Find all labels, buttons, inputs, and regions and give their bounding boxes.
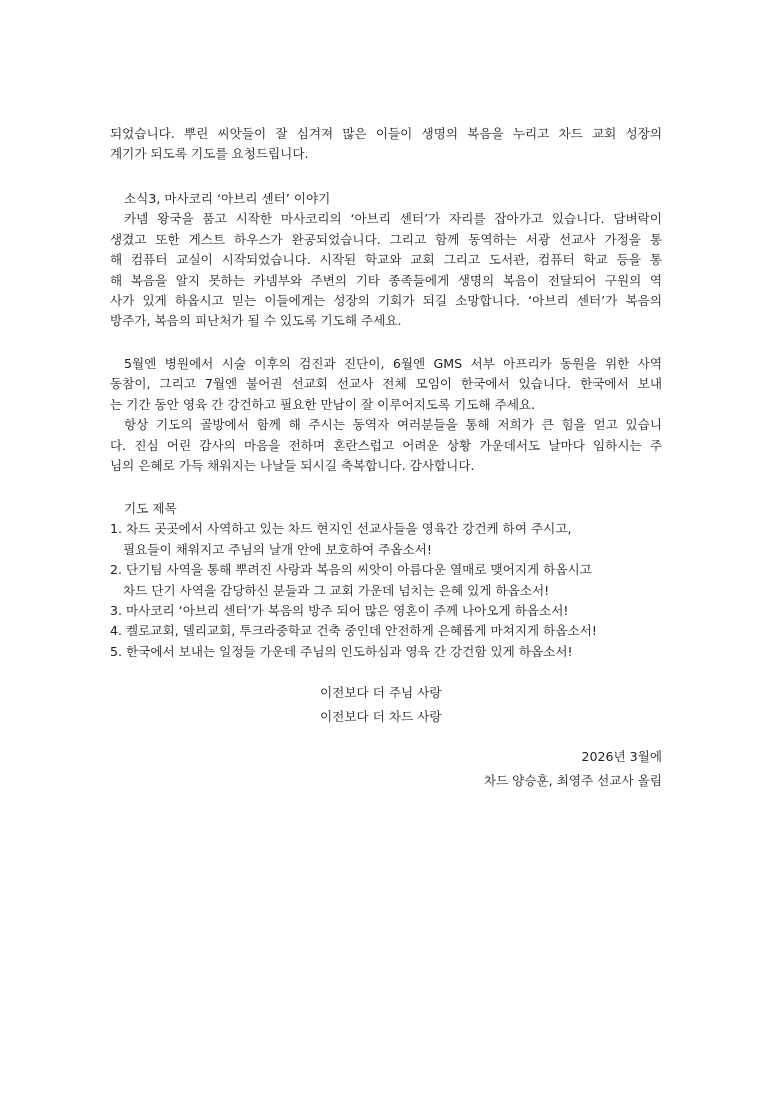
text-line: 항상 기도의 골방에서 함께 해 주시는 동역자 여러분들을 통해 저희가 큰 힘을 얻고 있습니	[124, 417, 662, 433]
text-line: 방주가, 복음의 피난처가 될 수 있도록 기도해 주세요.	[110, 313, 402, 329]
prayer-item: 1. 차드 곳곳에서 사역하고 있는 차드 현지인 선교사들을 영육간 강건케 하여 주시고,	[110, 521, 572, 537]
section-title: 소식3, 마사코리 ‘아브리 센터’ 이야기	[124, 191, 331, 206]
text-line: 생겼고 또한 게스트 하우스가 완공되었습니다. 그리고 함께 동역하는 서광 선교사 가정을 통	[110, 231, 662, 247]
intro-paragraph	[110, 124, 662, 165]
text-line: 계기가 되도록 기도를 요청드립니다.	[110, 146, 309, 162]
signature: 차드 양승훈, 최영주 선교사 올림	[483, 773, 662, 788]
prayer-item-cont: 차드 단기 사역을 감당하신 분들과 그 교회 가운데 넘치는 은혜 있게 하옵소서!	[123, 582, 550, 598]
prayer-list	[110, 499, 662, 662]
news3-section	[110, 189, 662, 332]
prayer-title: 기도 제목	[124, 501, 177, 516]
text-line: 사가 있게 하옵시고 믿는 이들에게는 성장의 기회가 되길 소망합니다. ‘아브리 센터’가 복음의	[110, 292, 662, 308]
motto-2: 이전보다 더 차드 사랑	[320, 709, 442, 724]
text-line: 는 기간 동안 영육 간 강건하고 필요한 만남이 잘 이루어지도록 기도해 주세요.	[110, 396, 536, 412]
text-line: 되었습니다. 뿌린 씨앗들이 잘 심겨져 많은 이들이 생명의 복음을 누리고 차드 교회 성장의	[110, 126, 662, 141]
text-line: 해 컴퓨터 교실이 시작되었습니다. 시작된 학교와 교회 그리고 도서관, 컴퓨터 학교 등을 통	[110, 252, 662, 268]
text-line: 카넴 왕국을 품고 시작한 마사코리의 ‘아브리 센터’가 자리를 잡아가고 있습니다. 담벼락이	[124, 211, 662, 227]
text-line: 5월엔 병원에서 시술 이후의 검진과 진단이, 6월엔 GMS 서부 아프리카 동원을 위한 사역	[124, 356, 662, 371]
motto-1: 이전보다 더 주님 사랑	[320, 685, 442, 700]
prayer-item: 2. 단기팀 사역을 통해 뿌려진 사랑과 복음의 씨앗이 아름다운 열매로 맺어지게 하옵시고	[110, 562, 592, 578]
date: 2026년 3월에	[581, 749, 662, 764]
prayer-item: 4. 켈로교회, 델리교회, 투크라중학교 건축 중인데 안전하게 은혜롭게 마쳐지게 하옵소서!	[110, 623, 597, 639]
prayer-item: 5. 한국에서 보내는 일정들 가운데 주님의 인도하심과 영육 간 강건함 있게 하옵소서!	[110, 643, 573, 659]
prayer-item-cont: 필요들이 채워지고 주님의 날개 안에 보호하여 주옵소서!	[123, 541, 432, 557]
text-line: 해 복음을 알지 못하는 카넴부와 주변의 기타 종족들에게 생명의 복음이 전달되어 구원의 역	[110, 272, 662, 288]
text-line: 동참이, 그리고 7월엔 불어권 선교회 선교사 전체 모임이 한국에서 있습니다. 한국에서 보내	[110, 376, 662, 392]
text-line: 님의 은혜로 가득 채워지는 나날들 되시길 축복합니다. 감사합니다.	[110, 457, 475, 473]
prayer-item: 3. 마사코리 ‘아브리 센터’가 복음의 방주 되어 많은 영혼이 주께 나아오게 하옵소서!	[110, 602, 569, 618]
text-line: 다. 진심 어린 감사의 마음을 전하며 혼란스럽고 어려운 상황 가운데서도 날마다 임하시는 주	[110, 437, 662, 453]
schedule-paragraph	[110, 354, 662, 476]
